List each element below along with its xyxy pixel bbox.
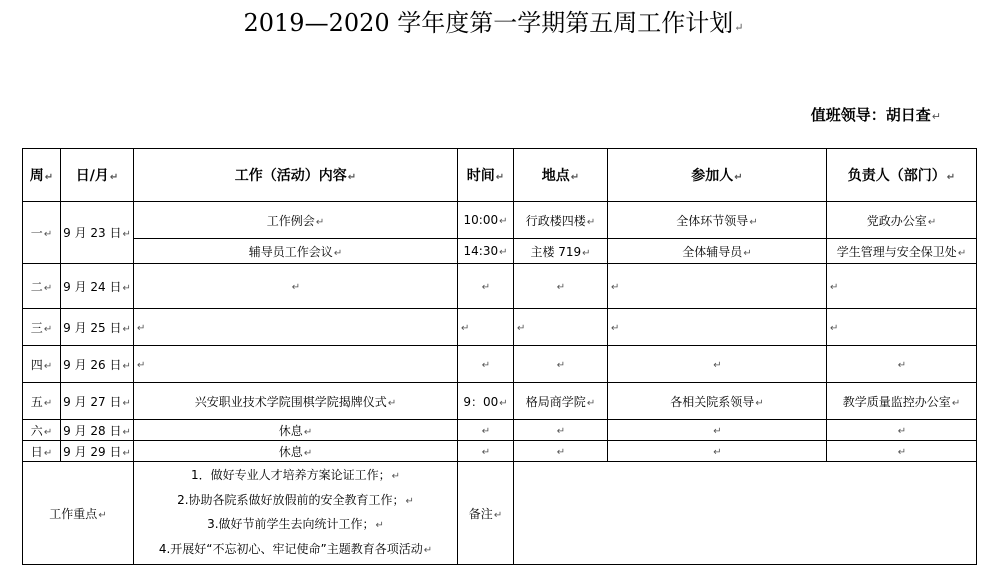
table-row [23,264,977,309]
paragraph-mark-icon: ↵ [931,110,941,123]
place-cell: ↵ [514,346,608,383]
owner-cell: ↵ [827,441,977,462]
work-plan-table [22,148,977,565]
table-header-row [23,149,977,202]
place-cell: 格局商学院↵ [514,383,608,420]
participants-cell: ↵ [608,441,827,462]
participants-cell: ↵ [608,346,827,383]
focus-label-cell: 工作重点↵ [23,462,134,565]
paragraph-mark-icon: ↵ [734,21,744,34]
title-text: 2019—2020 学年度第一学期第五周工作计划 [243,9,734,37]
owner-cell: 党政办公室↵ [827,202,977,239]
content-cell: ↵ [134,264,458,309]
day-cell: 三↵ [23,309,61,346]
time-cell: 14:30↵ [458,239,514,264]
owner-cell: ↵ [827,309,977,346]
owner-cell: 教学质量监控办公室↵ [827,383,977,420]
time-cell: ↵ [458,441,514,462]
place-cell: ↵ [514,309,608,346]
date-cell: 9 月 29 日↵ [61,441,134,462]
focus-item: 3.做好节前学生去向统计工作；↵ [207,517,384,531]
remarks-value-cell [514,462,977,565]
date-cell: 9 月 25 日↵ [61,309,134,346]
header-place: 地点↵ [514,149,608,202]
participants-cell: 各相关院系领导↵ [608,383,827,420]
date-cell: 9 月 27 日↵ [61,383,134,420]
table-row [23,441,977,462]
content-cell: 工作例会↵ [134,202,458,239]
day-cell: 一↵ [23,202,61,264]
owner-cell: ↵ [827,420,977,441]
owner-cell: ↵ [827,264,977,309]
table-row [23,420,977,441]
participants-cell: ↵ [608,309,827,346]
participants-cell: ↵ [608,264,827,309]
day-cell: 二↵ [23,264,61,309]
header-owner: 负责人（部门）↵ [827,149,977,202]
header-participants: 参加人↵ [608,149,827,202]
place-cell: 行政楼四楼↵ [514,202,608,239]
day-cell: 日↵ [23,441,61,462]
day-cell: 六↵ [23,420,61,441]
duty-leader-text: 值班领导：胡日查 [810,106,931,124]
table-row [23,202,977,239]
date-cell: 9 月 28 日↵ [61,420,134,441]
time-cell: 10:00↵ [458,202,514,239]
page-title [0,6,987,45]
place-cell: ↵ [514,264,608,309]
time-cell: ↵ [458,309,514,346]
participants-cell: 全体辅导员↵ [608,239,827,264]
content-cell: 休息↵ [134,441,458,462]
header-date: 日/月↵ [61,149,134,202]
content-cell: ↵ [134,346,458,383]
owner-cell: ↵ [827,346,977,383]
header-week: 周↵ [23,149,61,202]
remarks-label-cell: 备注↵ [458,462,514,565]
participants-cell: 全体环节领导↵ [608,202,827,239]
content-cell: ↵ [134,309,458,346]
date-cell: 9 月 24 日↵ [61,264,134,309]
header-content: 工作（活动）内容↵ [134,149,458,202]
participants-cell: ↵ [608,420,827,441]
time-cell: ↵ [458,264,514,309]
focus-item: 4.开展好“不忘初心、牢记使命”主题教育各项活动↵ [158,541,433,556]
content-cell: 休息↵ [134,420,458,441]
date-cell: 9 月 26 日↵ [61,346,134,383]
time-cell: ↵ [458,420,514,441]
place-cell: ↵ [514,441,608,462]
date-cell: 9 月 23 日↵ [61,202,134,264]
focus-row [23,462,977,565]
content-cell: 辅导员工作会议↵ [134,239,458,264]
time-cell: 9：00↵ [458,383,514,420]
table-row [23,383,977,420]
place-cell: ↵ [514,420,608,441]
time-cell: ↵ [458,346,514,383]
owner-cell: 学生管理与安全保卫处↵ [827,239,977,264]
content-cell: 兴安职业技术学院围棋学院揭牌仪式↵ [134,383,458,420]
table-row [23,239,977,264]
focus-list-cell [134,462,458,565]
table-row [23,309,977,346]
table-row [23,346,977,383]
day-cell: 四↵ [23,346,61,383]
day-cell: 五↵ [23,383,61,420]
focus-item: 1．做好专业人才培养方案论证工作；↵ [190,468,401,482]
place-cell: 主楼 719↵ [514,239,608,264]
focus-item: 2.协助各院系做好放假前的安全教育工作；↵ [177,492,414,507]
header-time: 时间↵ [458,149,514,202]
duty-leader [811,104,941,125]
